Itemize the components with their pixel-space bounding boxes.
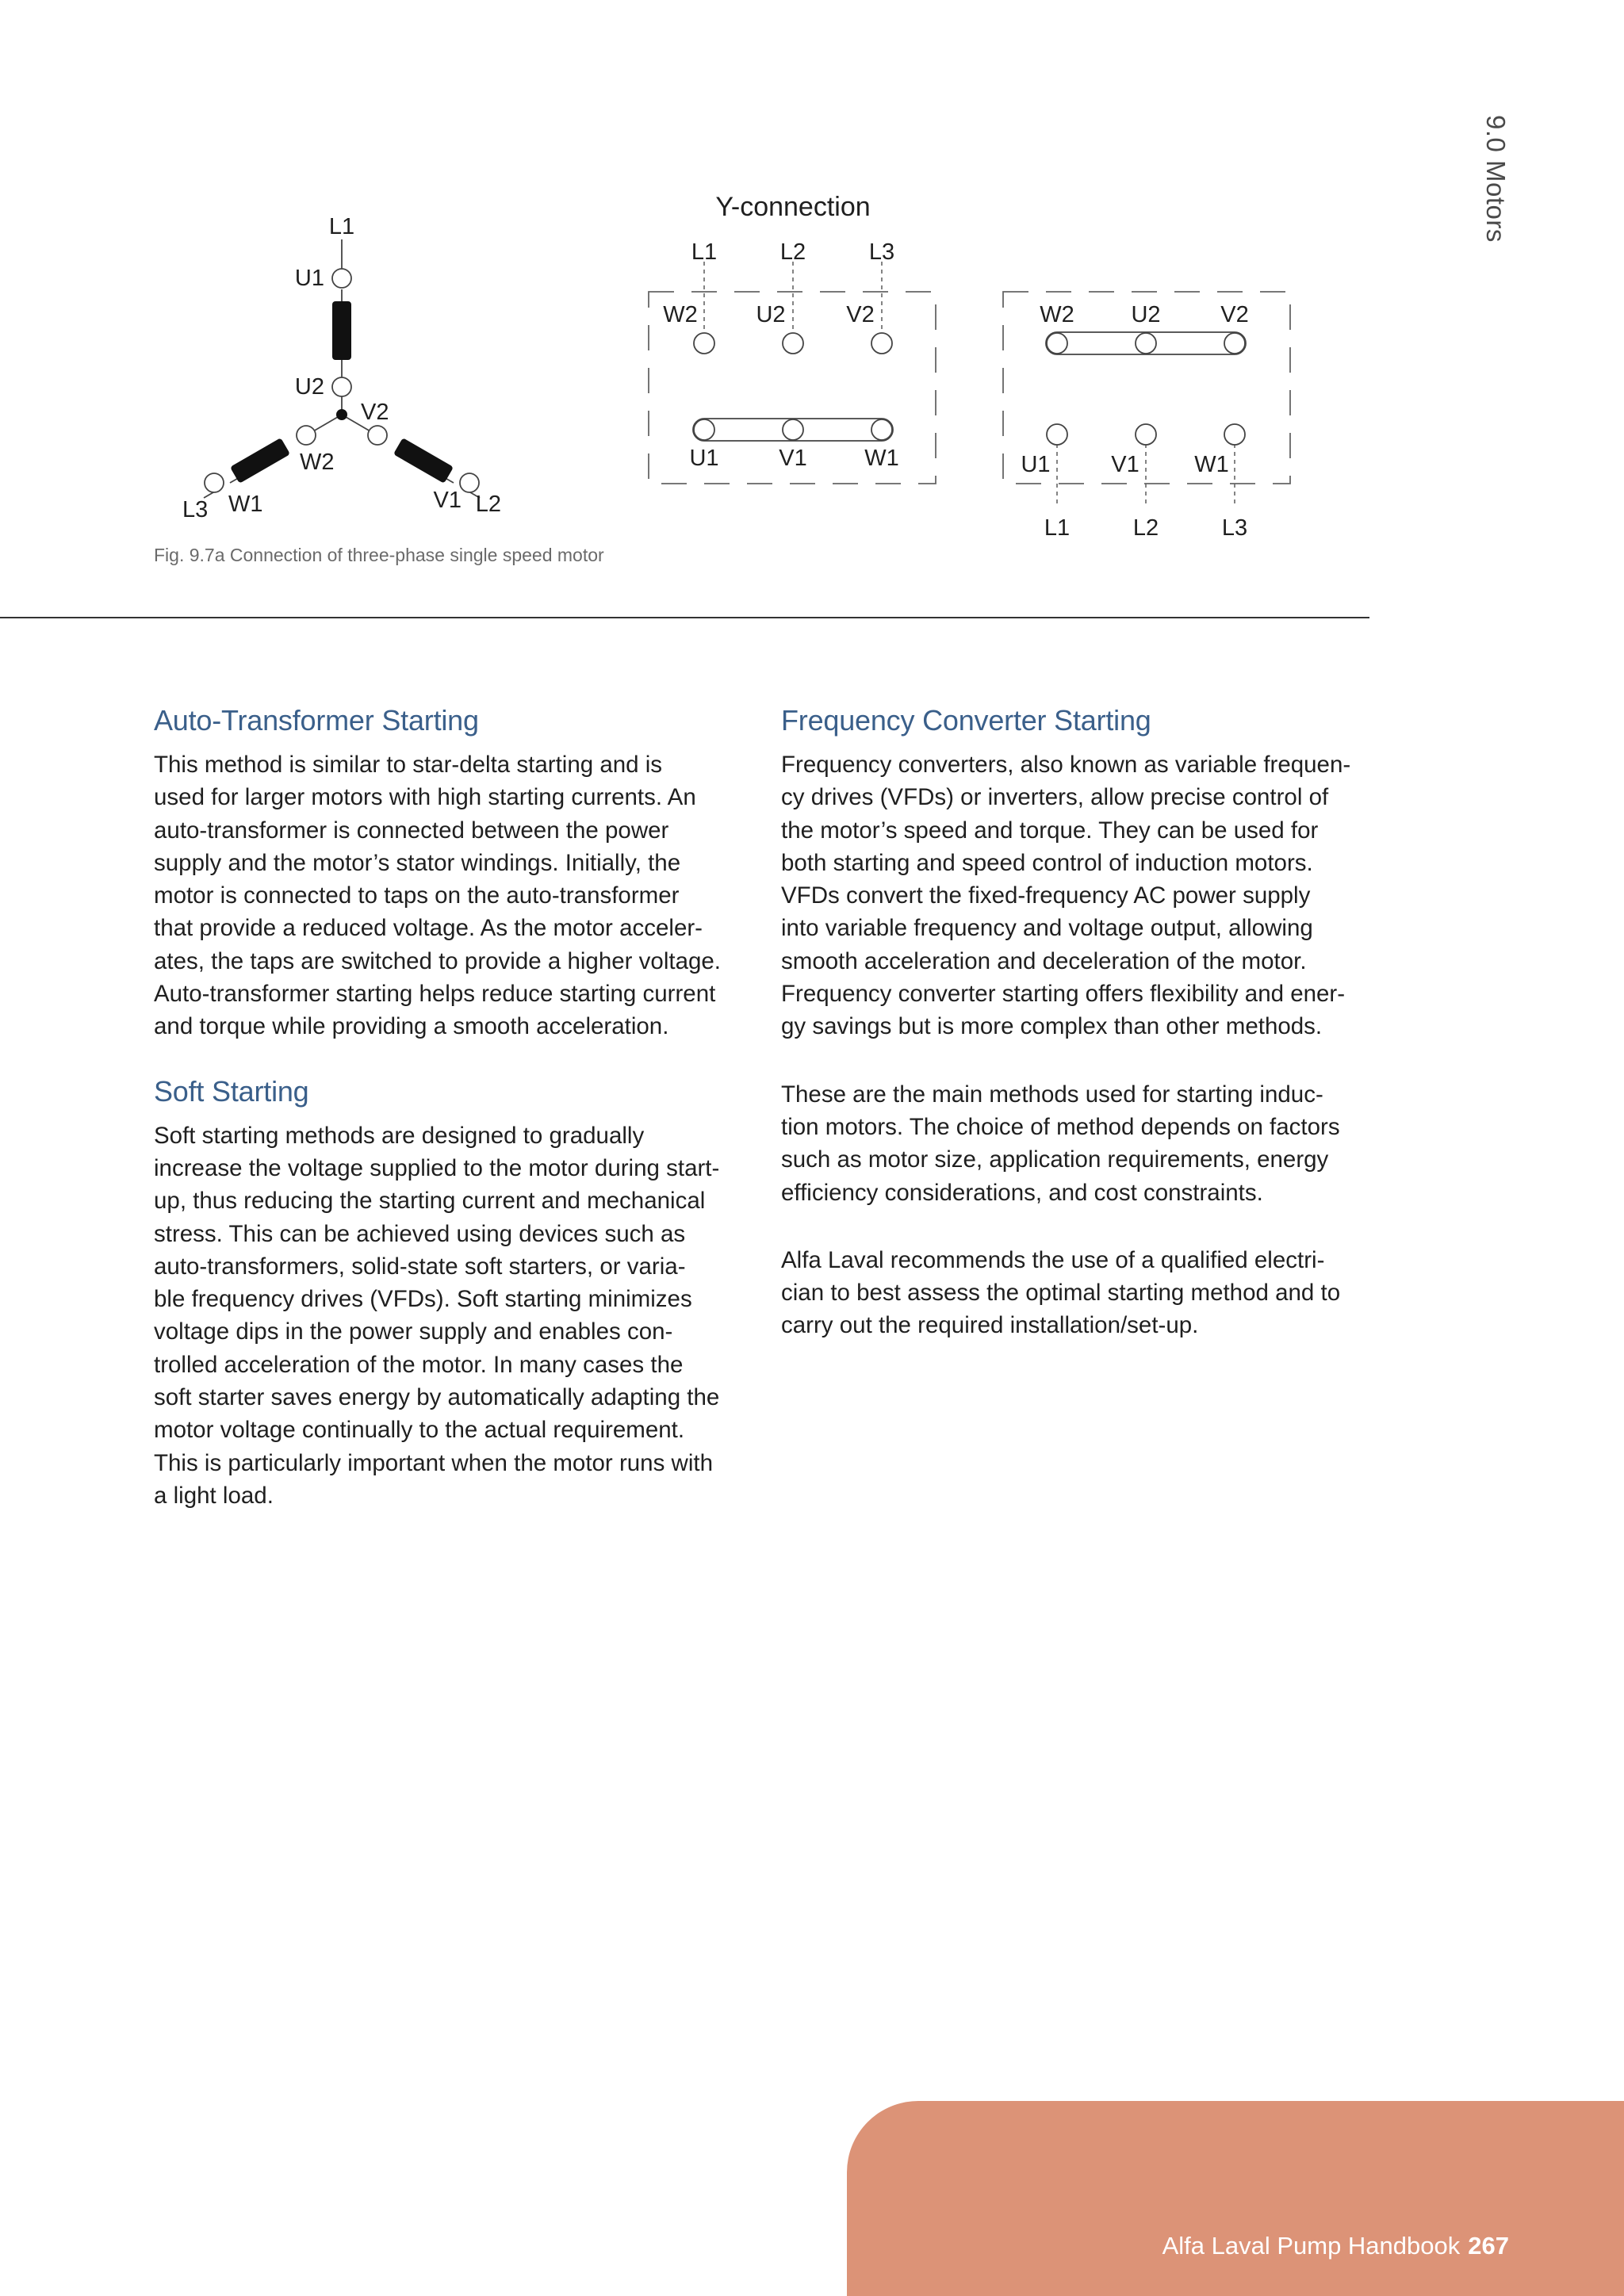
label-y-l1: L1 [691, 239, 718, 265]
terminal-y-v2 [871, 333, 892, 354]
label-2-v2: V2 [1220, 302, 1249, 327]
text-line: efficiency considerations, and cost constraints. [781, 1179, 1263, 1206]
paragraph-soft-starting [154, 1119, 747, 1513]
text-line: both starting and speed control of induction motors. [781, 849, 1313, 876]
footer-text [1162, 2232, 1509, 2260]
y-connection-title: Y-connection [715, 192, 871, 222]
text-line: that provide a reduced voltage. As the motor acceler- [154, 915, 703, 942]
text-line: such as motor size, application requirements, energy [781, 1146, 1329, 1173]
text-line: into variable frequency and voltage output, allowing [781, 915, 1313, 942]
label-y-w1: W1 [864, 446, 899, 471]
paragraph-frequency-converter [781, 748, 1374, 1043]
page-number: 267 [1468, 2232, 1509, 2260]
text-line: up, thus reducing the starting current and mechanical [154, 1188, 706, 1215]
text-line: supply and the motor’s stator windings. Initially, the [154, 849, 681, 876]
terminal-u1 [332, 269, 351, 288]
text-line: auto-transformers, solid-state soft starters, or varia- [154, 1253, 686, 1280]
terminal-2-v2 [1224, 333, 1245, 354]
label-2-l2: L2 [1132, 515, 1159, 541]
label-l3: L3 [182, 497, 209, 522]
label-y-l2: L2 [779, 239, 806, 265]
star-point [336, 409, 347, 420]
text-line: stress. This can be achieved using devices such as [154, 1220, 686, 1247]
text-line: auto-transformer is connected between the power [154, 817, 669, 844]
text-line: and torque while providing a smooth acceleration. [154, 1013, 669, 1040]
label-2-w2: W2 [1040, 302, 1074, 327]
terminal-2-w2 [1047, 333, 1067, 354]
text-line: Auto-transformer starting helps reduce starting current [154, 981, 716, 1008]
label-y-u2: U2 [756, 302, 786, 327]
terminal-y-v1 [783, 419, 803, 440]
terminal-2-v1 [1136, 424, 1156, 445]
text-line: ble frequency drives (VFDs). Soft starting minimizes [154, 1286, 692, 1313]
text-line: carry out the required installation/set-up. [781, 1312, 1199, 1339]
text-line: Frequency converter starting offers flexibility and ener- [781, 981, 1346, 1008]
label-w2: W2 [300, 450, 335, 475]
text-line: a light load. [154, 1482, 274, 1509]
terminal-y-w1 [871, 419, 892, 440]
heading-frequency-converter: Frequency Converter Starting [781, 704, 1151, 737]
terminal-v2 [368, 426, 387, 445]
terminal-w2 [297, 426, 316, 445]
label-w1: W1 [228, 492, 263, 517]
text-line: Frequency converters, also known as variable frequen- [781, 752, 1351, 778]
figure-caption: Fig. 9.7a Connection of three-phase single speed motor [154, 545, 604, 565]
label-v2: V2 [361, 400, 389, 425]
label-2-u1: U1 [1021, 452, 1051, 477]
terminal-2-u1 [1047, 424, 1067, 445]
paragraph-auto-transformer [154, 748, 747, 1043]
text-line: VFDs convert the fixed-frequency AC power supply [781, 882, 1311, 909]
label-2-v1: V1 [1111, 452, 1139, 477]
text-line: trolled acceleration of the motor. In many cases the [154, 1351, 684, 1378]
winding-u [332, 301, 351, 360]
terminal-v1 [460, 473, 479, 492]
motor-connection-diagram [119, 174, 1308, 547]
text-line: motor is connected to taps on the auto-transformer [154, 882, 680, 909]
label-2-l3: L3 [1221, 515, 1248, 541]
text-line: voltage dips in the power supply and enables con- [154, 1318, 673, 1345]
terminal-w1 [205, 473, 224, 492]
text-line: This method is similar to star-delta starting and is [154, 752, 663, 778]
section-divider [0, 617, 1369, 618]
terminal-y-w2 [694, 333, 714, 354]
heading-soft-starting: Soft Starting [154, 1074, 309, 1108]
text-line: soft starter saves energy by automatically adapting the [154, 1384, 720, 1411]
label-2-u2: U2 [1131, 302, 1161, 327]
text-line: motor voltage continually to the actual requirement. [154, 1417, 685, 1444]
label-y-l3: L3 [868, 239, 895, 265]
label-y-v1: V1 [779, 446, 807, 471]
text-line: ates, the taps are switched to provide a higher voltage. [154, 947, 721, 974]
text-line: gy savings but is more complex than other methods. [781, 1013, 1323, 1040]
terminal-2-u2 [1136, 333, 1156, 354]
text-line: smooth acceleration and deceleration of the motor. [781, 947, 1307, 974]
winding-v [393, 438, 454, 484]
label-l2: L2 [475, 492, 501, 517]
left-column [154, 704, 747, 1512]
label-2-w1: W1 [1194, 452, 1229, 477]
text-line: This is particularly important when the motor runs with [154, 1449, 713, 1476]
label-u1: U1 [294, 266, 324, 291]
text-line: increase the voltage supplied to the motor during start- [154, 1154, 720, 1181]
text-line: cian to best assess the optimal starting method and to [781, 1280, 1341, 1307]
text-line: cy drives (VFDs) or inverters, allow precise control of [781, 784, 1329, 811]
terminal-y-u2 [783, 333, 803, 354]
paragraph-summary [781, 1078, 1374, 1209]
label-l1: L1 [328, 214, 355, 239]
label-y-u1: U1 [689, 446, 719, 471]
label-v1: V1 [433, 488, 462, 513]
label-u2: U2 [294, 374, 324, 400]
right-column [781, 704, 1374, 1342]
footer-band [847, 2101, 1624, 2296]
text-line: These are the main methods used for starting induc- [781, 1081, 1323, 1108]
terminal-y-u1 [694, 419, 714, 440]
label-y-w2: W2 [663, 302, 698, 327]
text-line: the motor’s speed and torque. They can be used for [781, 817, 1319, 844]
heading-auto-transformer: Auto-Transformer Starting [154, 704, 479, 737]
text-line: tion motors. The choice of method depends on factors [781, 1113, 1340, 1140]
winding-w [230, 438, 290, 484]
footer-title: Alfa Laval Pump Handbook [1162, 2232, 1461, 2260]
label-y-v2: V2 [846, 302, 875, 327]
section-tab: 9.0 Motors [1481, 115, 1511, 243]
text-line: used for larger motors with high starting currents. An [154, 784, 696, 811]
text-line: Soft starting methods are designed to gradually [154, 1122, 645, 1149]
label-2-l1: L1 [1044, 515, 1071, 541]
terminal-u2 [332, 377, 351, 396]
paragraph-recommendation [781, 1244, 1374, 1342]
text-line: Alfa Laval recommends the use of a qualified electri- [781, 1246, 1325, 1273]
terminal-2-w1 [1224, 424, 1245, 445]
